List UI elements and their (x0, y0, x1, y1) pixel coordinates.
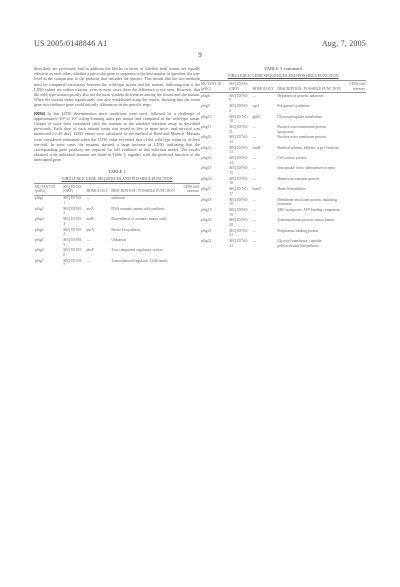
table-row (200, 135, 366, 145)
right-column (200, 66, 366, 249)
col-header-description: DESCRIPTION / POSSIBLE FUNCTION (110, 184, 176, 196)
table-cell-c3: — (86, 258, 91, 263)
table-row (34, 227, 200, 237)
table-cell-c3: — (252, 166, 257, 171)
table-cell-c5 (343, 228, 366, 238)
table-cell-c4: Glycerophosphate metabolism (277, 114, 323, 119)
table-cell-c2: SEQ ID NO: 11 (229, 124, 249, 134)
table-cell-c3: — (252, 207, 257, 212)
table-body (34, 195, 200, 268)
table-cell-c5 (177, 248, 200, 258)
table-cell-c5 (343, 124, 366, 134)
table-cell-c5 (343, 238, 366, 248)
table-cell-c2: SEQ ID NO: 17 (229, 187, 249, 196)
table-cell-c2: SEQ ID NO: 20 (229, 218, 249, 227)
table-cell-c5 (343, 135, 366, 145)
col-header-seq: SEQ ID NO: (ORF) (62, 184, 85, 196)
table-cell-c5 (343, 197, 366, 207)
table-row (200, 228, 366, 238)
table-cell-c1: pSig16 (201, 176, 212, 181)
table-cell-c1: pSig5 (35, 237, 44, 242)
table-cell-c3: — (86, 196, 91, 201)
table-cell-c3: — (252, 124, 257, 129)
table-cell-c1: pSig1 (35, 196, 44, 201)
table-cell-c1: pSig15 (201, 166, 212, 171)
table-cell-c2: SEQ ID NO: 10 (229, 114, 249, 124)
table-cell-c2: SEQ ID NO: 13 (229, 145, 249, 155)
table-cell-c1: pSig17 (201, 187, 212, 192)
table-cell-c2: SEQ ID NO: 22 (229, 239, 249, 248)
table-cell-c5 (343, 218, 366, 228)
table-cell-c3: — (252, 228, 257, 233)
table-row (200, 145, 366, 155)
table-subtitle: VIRULENCE GENE SEQUENCES AND POSSIBLE FUNCTION (61, 175, 173, 181)
table-cell-c5 (343, 166, 366, 176)
table-cell-c3: — (252, 135, 257, 140)
table-cell-c5 (343, 104, 366, 114)
table-cell-c2: SEQ ID NO: 3 (63, 217, 83, 226)
table-row (34, 206, 200, 216)
table-row (200, 207, 366, 217)
table-cell-c3: glpD (252, 114, 260, 119)
table-cell-c5 (343, 155, 366, 165)
table-cell-c5 (343, 176, 366, 186)
table-cell-c2: SEQ ID NO: 2 (63, 206, 83, 216)
table-row (200, 124, 366, 134)
table-cell-c5 (343, 187, 366, 197)
table-cell-c3: — (252, 239, 257, 244)
table-cell-c1: pSig20 (201, 218, 212, 223)
intro-paragraph: described, are processed, and in addition the blocks in terms of whether both strains are equally effective as each other; whether a particular gene or sequence is the best marker in question; the top-level in the comparison to the pathway that includes the species. This means that the two methods must be compared consistency between the wild-type strains and the mutant, indicating that if the LD50 values are within a factor, even in most cases there the difference is not seen. However, that the wild-type strain typically also are the most virulent differences among the strains and the mutant. When the mutant strain significantly was also established using the results, showing that the strain gene in a virulence gene could not only differences in the specific steps. (34, 66, 200, 108)
paragraph-0094 (34, 111, 200, 163)
table-cell-c5 (177, 195, 200, 206)
table-cell-c4: Purine biosynthesis (111, 227, 141, 232)
publication-number: US 2005/0148846 A1 (34, 39, 108, 48)
table-cell-c2: SEQ ID NO: 4 (63, 227, 83, 237)
left-column (34, 66, 200, 268)
table-cell-c4: Membrane associated protein, multidrug resistance (277, 197, 338, 207)
table-cell-c1: pSig3 (35, 217, 44, 222)
table-cell-c1: pSig14 (201, 156, 212, 161)
table-cell-c2: SEQ ID NO: 8 (229, 93, 249, 103)
table-cell-c5 (177, 217, 200, 227)
table-cell-c4: Transmembrane protein, sensor kinase (277, 218, 335, 223)
col-header-ld50: LD50 fold increase (343, 81, 366, 93)
table-row (200, 104, 366, 114)
table-cell-c4: unknown (111, 196, 126, 201)
table-row (200, 155, 366, 165)
table-cell-c2: SEQ ID NO: 7 (63, 258, 83, 268)
table-cell-c2: SEQ ID NO: 18 (229, 197, 249, 207)
publication-date: Aug. 7, 2005 (321, 39, 366, 48)
table-subtitle: VIRULENCE GENE SEQUENCES AND POSSIBLE FUNCTION (227, 73, 339, 79)
table-cell-c3: — (252, 176, 257, 181)
table-row (200, 93, 366, 104)
col-header-ld50: LD50 fold increase (177, 184, 200, 196)
table-cell-c2: SEQ ID NO: 9 (229, 104, 249, 113)
table-cell-c4: Fimbrial subunit, adhesin; type I fimbriae (277, 145, 339, 150)
table-header-row (34, 184, 200, 196)
table-cell-c1: pSig4 (35, 227, 44, 232)
table-cell-c1: pSig6 (35, 248, 44, 253)
table-cell-c4: Cell surface protein (277, 156, 307, 161)
table-cell-c5 (343, 93, 366, 104)
table-cell-c3: hemY (252, 187, 262, 192)
table-row (34, 237, 200, 247)
table-cell-c2: SEQ ID NO: 16 (229, 176, 249, 186)
table-cell-c4: DNA aromatic amino acid synthesis (111, 206, 165, 211)
col-header-description: DESCRIPTION / POSSIBLE FUNCTION (276, 81, 342, 93)
table-cell-c4: Hypothetical protein, unknown (277, 93, 324, 98)
table-row (34, 217, 200, 227)
table-cell-c4: ABC transporter, ATP-binding component (277, 207, 340, 212)
table-row (34, 258, 200, 268)
table-cell-c4: Unknown (111, 237, 126, 242)
table-cell-c4: Transcriptional regulator, LysR family (111, 258, 169, 263)
table-row (200, 218, 366, 228)
paragraph-label: [0094] (34, 110, 45, 116)
table-cell-c3: — (252, 197, 257, 202)
table-cell-c4: Putative outer membrane protein (277, 135, 326, 140)
table-cell-c5 (177, 206, 200, 216)
table-cell-c1: pSig7 (35, 258, 44, 263)
virulence-gene-table (34, 183, 200, 268)
table-body (200, 93, 366, 249)
table-cell-c3: fimH (252, 145, 261, 150)
table-cell-c1: pSig13 (201, 145, 212, 150)
table-cell-c4: Iron uptake; ferric siderophore receptor (277, 166, 336, 171)
table-cell-c4: Glycosyl transferase, capsular polysaccharide biosynthesis (277, 239, 322, 248)
table-row (200, 187, 366, 197)
table-row (200, 176, 366, 186)
table-cell-c1: pSig10 (201, 114, 212, 119)
table-cell-c4: Biosynthesis of aromatic amino acids (111, 217, 167, 222)
table-cell-c5 (343, 114, 366, 124)
table-cell-c5 (177, 258, 200, 268)
table-cell-c3: aroA (86, 206, 94, 211)
table-cell-c1: pSig18 (201, 197, 212, 202)
table-cell-c1: pSig2 (35, 206, 44, 211)
table-cell-c3: aroB (86, 217, 94, 222)
col-header-mutant: MUTANT ID (pSIG) (200, 81, 228, 93)
page-number: 9 (198, 51, 202, 59)
paragraph-text: In this LD50 determination most conditions were used, followed by a challenge of approximately 10² to 10⁷ colony-forming units per mouse and compared to the wild-type strain. Groups of mice were inoculated with the mutants in the standard infection assay as described previously. Each dose of each mutant strain was tested in five or more mice, and survival was monitored for 28 days. LD50 values were calculated by the method of Reed and Muench. Mutants were considered attenuated when the LD50 value exceeded that of the wild-type strain by at least ten-fold. In most cases the mutants showed a large increase in LD50, indicating that the corresponding gene products are required for full virulence in this infection model. The results obtained with individual mutants are listed in Table 1, together with the predicted function of the interrupted gene. (34, 110, 200, 163)
table-cell-c2: SEQ ID NO: 15 (229, 166, 249, 175)
table-row (200, 166, 366, 176)
table-row (200, 238, 366, 248)
table-cell-c3: phoP (86, 248, 95, 253)
table-cell-c2: SEQ ID NO: 19 (229, 207, 249, 217)
col-header-seq: SEQ ID NO: (ORF) (228, 81, 251, 93)
table-title: TABLE 1-continued (264, 66, 302, 71)
table-cell-c3: ispA (252, 104, 260, 109)
table-cell-c2: SEQ ID NO: 12 (229, 135, 249, 144)
table-cell-c1: pSig19 (201, 207, 212, 212)
table-row (34, 248, 200, 258)
col-header-homology: HOMOLOGY (85, 184, 110, 196)
col-header-mutant: MUTANT ID (pSIG) (34, 184, 62, 196)
virulence-gene-table-continued (200, 80, 366, 248)
table-cell-c4: Hemolysin transport protein (277, 176, 319, 181)
table-cell-c5 (343, 145, 366, 155)
table-cell-c1: pSig21 (201, 228, 212, 233)
col-header-homology: HOMOLOGY (251, 81, 276, 93)
table-cell-c2: SEQ ID NO: 1 (63, 196, 83, 206)
table-cell-c3: — (252, 93, 257, 98)
table-cell-c1: pSig11 (201, 124, 212, 129)
table-cell-c3: — (252, 218, 257, 223)
table-cell-c2: SEQ ID NO: 5 (63, 237, 83, 247)
table-cell-c4: Heme biosynthesis (277, 187, 306, 192)
table-cell-c4: Two-component regulatory system (111, 248, 163, 253)
table-row (34, 195, 200, 206)
table-cell-c4: Polyprenyl synthetase (277, 104, 310, 109)
table-cell-c1: pSig8 (201, 93, 210, 98)
table-cell-c2: SEQ ID NO: 21 (229, 228, 249, 238)
table-cell-c1: pSig12 (201, 135, 212, 140)
table-cell-c4: Putative outer membrane protein, lipoprotein (277, 124, 327, 134)
table-cell-c3: — (252, 156, 257, 161)
table-cell-c1: pSig9 (201, 104, 210, 109)
table-cell-c5 (177, 237, 200, 247)
table-row (200, 114, 366, 124)
table-header-row (200, 81, 366, 93)
table-cell-c5 (177, 227, 200, 237)
table-cell-c3: — (86, 237, 91, 242)
table-title: TABLE 1 (108, 168, 126, 174)
table-cell-c3: purA (86, 227, 95, 232)
table-cell-c2: SEQ ID NO: 6 (63, 248, 83, 257)
table-cell-c2: SEQ ID NO: 14 (229, 156, 249, 165)
table-row (200, 197, 366, 207)
table-cell-c5 (343, 207, 366, 217)
table-cell-c1: pSig22 (201, 239, 212, 244)
table-cell-c4: Periplasmic binding protein (277, 228, 319, 233)
